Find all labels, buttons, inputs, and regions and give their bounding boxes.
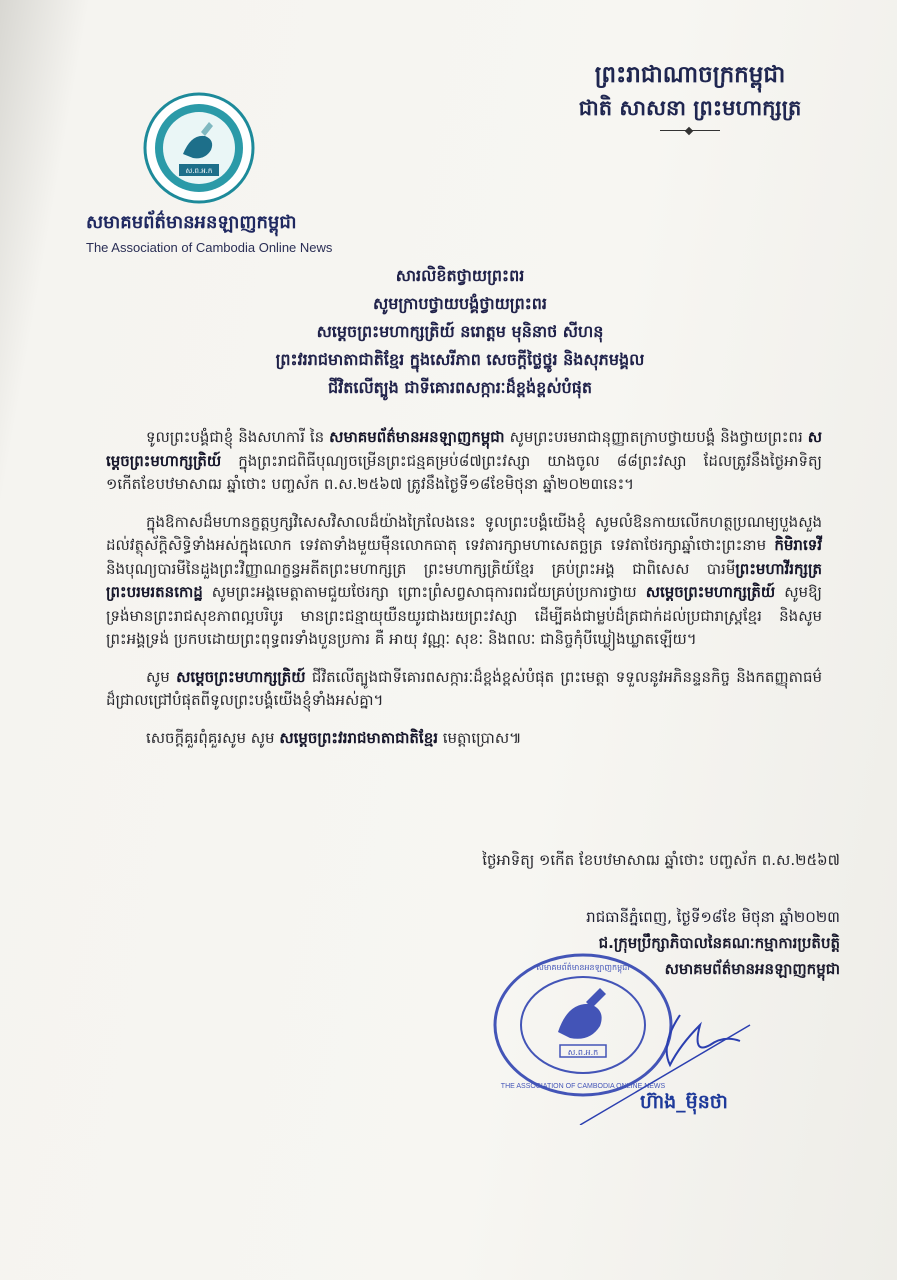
heading-line-1: សារលិខិតថ្វាយព្រះពរ [395, 266, 525, 285]
paragraph-3: សូម សម្តេចព្រះមហាក្សត្រិយ៍ ជីវិតលើត្បូងជាទីគោរពសក្ការៈដ៏ខ្ពង់ខ្ពស់បំផុត ព្រះមេត្តា ទទួលនូវអភិនន្ទនកិច្ច និងកតញ្ញុតាធម៌ដ៏ជ្រាលជ្រៅបំផុតពីទូលព្រះបង្គំយើងខ្ញុំទាំងអស់គ្នា។ [106, 667, 822, 709]
goddess-name: កិមិរាទេវី [774, 536, 822, 554]
date-block [440, 846, 840, 874]
queen-title-inline: សម្តេចព្រះមហាក្សត្រិយ៍ [106, 428, 822, 470]
heading-line-2: សូមក្រាបថ្វាយបង្គំថ្វាយព្រះពរ [373, 294, 547, 313]
queen-title-inline: សម្តេចព្រះមហាក្សត្រិយ៍ [645, 583, 776, 601]
letter-body [106, 426, 822, 750]
queen-mother-title: សម្តេចព្រះវររាជមាតាជាតិខ្មែរ [279, 728, 438, 747]
association-logo-icon [143, 92, 255, 204]
closing-line: សេចក្តីគួរពុំគួរសូម សូម សម្តេចព្រះវររាជមាតាជាតិខ្មែរ មេត្តាប្រោស៕ [146, 728, 522, 747]
kingdom-title: ព្រះរាជាណាចក្រកម្ពុជា [594, 61, 786, 88]
paragraph-2: ក្នុងឱកាសដ៏មហានក្ខត្តឫក្សវិសេសវិសាលដ៏យ៉ាងក្រៃលែងនេះ ទូលព្រះបង្គំយើងខ្ញុំ សូមលំឱនកាយលើកហត្ថប្រណម្យបួងសួងដល់វត្ថុស័ក្តិសិទ្ធិទាំងអស់ក្នុងលោក ទេវតាទាំងមួយម៉ឺនលោកធាតុ ទេវតារក្សាមហាសេតច្ឆត្រ ទេវតាថែរក្សាឆ្នាំថោះព្រះនាម កិមិរាទេវី និងបុណ្យបារមីនៃដួងព្រះវិញ្ញាណក្ខន្ធអតីតព្រះមហាក្សត្រ ព្រះមហាក្សត្រិយ៍ខ្មែរ គ្រប់ព្រះអង្គ ជាពិសេស បារមីព្រះមហាវីរក្សត្រព្រះបរមរតនកោដ្ឋ សូមព្រះអង្គមេត្តាតាមជួយថែរក្សា ព្រោះព្រំសព្វសាធុការពរជ័យគ្រប់ប្រការថ្វាយ សម្តេចព្រះមហាក្សត្រិយ៍ សូមឱ្យទ្រង់មានព្រះរាជសុខភាពល្អបរិបូរ មានព្រះជន្មាយុយឺនយូរជាងរយព្រះវស្សា ដើម្បីគង់ជាម្លប់ដ៏ត្រជាក់ដល់ប្រជារាស្ត្រខ្មែរ និងសូមព្រះអង្គទ្រង់ ប្រកបដោយព្រះពុទ្ធពរទាំងបួនប្រការ គឺ អាយុ វណ្ណៈ សុខៈ និងពលៈ ជានិច្ចកុំបីឃ្លៀងឃ្លាតឡើយ។ [106, 512, 822, 648]
stamp-text-kh: សមាគមព័ត៌មានអនឡាញកម្ពុជា [536, 963, 630, 972]
signer-org: សមាគមព័ត៌មានអនឡាញកម្ពុជា [664, 960, 840, 978]
place-date: រាជធានីភ្នំពេញ, ថ្ងៃទី១៨ខែ មិថុនា ឆ្នាំ២០២៣ [586, 908, 840, 926]
stamp-center: ស.ព.អ.ក [567, 1048, 599, 1057]
stamp-text-en: THE ASSOCIATION OF CAMBODIA ONLINE NEWS [500, 1083, 666, 1090]
paragraph-1: ទូលព្រះបង្គំជាខ្ញុំ និងសហការី នៃ សមាគមព័ត៌មានអនឡាញកម្ពុជា សូមព្រះបរមរាជានុញ្ញាតក្រាបថ្វាយបង្គំ និងថ្វាយព្រះពរ សម្តេចព្រះមហាក្សត្រិយ៍ ក្នុងព្រះរាជពិធីបុណ្យចម្រើនព្រះជន្មគម្រប់៨៧ព្រះវស្សា យាងចូល ៨៨ព្រះវស្សា ដែលត្រូវនឹងថ្ងៃអាទិត្យ ១កើតខែបឋមាសាឍ ឆ្នាំថោះ បញ្ចស័ក ព.ស.២៥៦៧ ត្រូវនឹងថ្ងៃទី១៨ខែមិថុនា ឆ្នាំ២០២៣នេះ។ [106, 428, 822, 493]
logo-caption: ស.ព.អ.ក [185, 167, 213, 175]
letter-heading [160, 262, 760, 402]
ornament-divider [660, 130, 720, 131]
org-name-inline: សមាគមព័ត៌មានអនឡាញកម្ពុជា [329, 428, 505, 446]
org-name-khmer: សមាគមព័ត៌មានអនឡាញកម្ពុជា [86, 212, 297, 233]
org-name-english: The Association of Cambodia Online News [86, 240, 333, 255]
heading-line-5: ជីវិតលើត្បូង ជាទីគោរពសក្ការៈដ៏ខ្ពង់ខ្ពស់បំផុត [327, 378, 593, 397]
heading-line-4: ព្រះវររាជមាតាជាតិខ្មែរ ក្នុងសេរីភាព សេចក្តីថ្លៃថ្នូរ និងសុភមង្គល [275, 350, 645, 369]
queen-title-inline: សម្តេចព្រះមហាក្សត្រិយ៍ [176, 667, 306, 686]
lunar-date: ថ្ងៃអាទិត្យ ១កើត ខែបឋមាសាឍ ឆ្នាំថោះ បញ្ចស័ក ព.ស.២៥៦៧ [482, 851, 840, 869]
signer-name: ហ៊ាង_ម៊ុនថា [640, 1091, 728, 1113]
king-name: ព្រះមហាវីរក្សត្រព្រះបរមរតនកោដ្ឋ [106, 559, 822, 601]
kingdom-motto [540, 58, 840, 131]
nation-religion-king: ជាតិ សាសនា ព្រះមហាក្សត្រ [578, 95, 802, 120]
heading-line-3: សម្តេចព្រះមហាក្សត្រិយ៍ នរោត្តម មុនិនាថ សីហនុ [316, 322, 604, 341]
signer-role: ជ.ក្រុមប្រឹក្សាភិបាលនៃគណៈកម្មាការប្រតិបត្តិ [598, 934, 840, 952]
